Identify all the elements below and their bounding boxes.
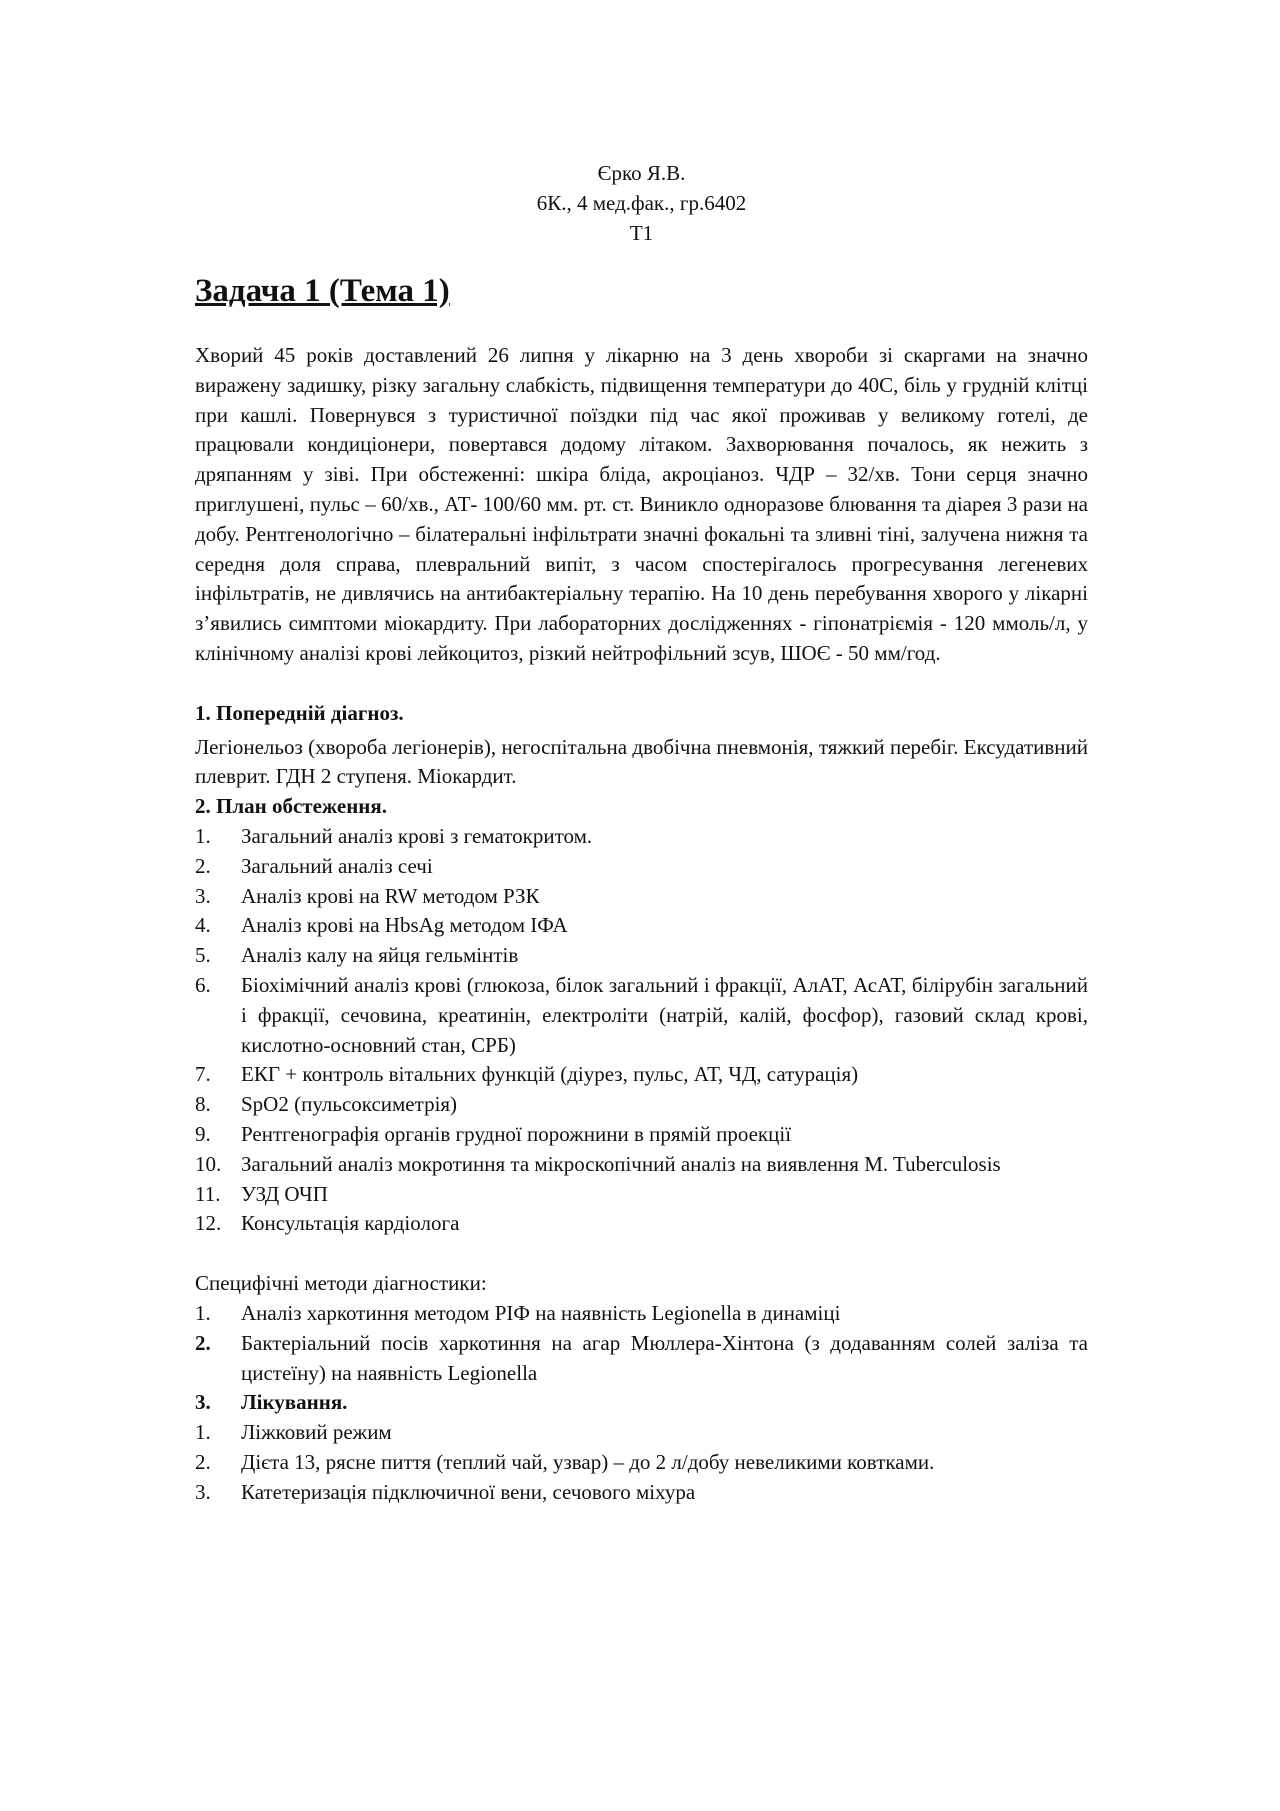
list-item: 1. Аналіз харкотиння методом РІФ на наявність Legionella в динаміці — [195, 1300, 841, 1325]
list-item: 11. УЗД ОЧП — [195, 1181, 328, 1206]
list-item: 2. Дієта 13, рясне пиття (теплий чай, узвар) – до 2 л/добу невеликими ковтками. — [195, 1449, 935, 1474]
diagnosis-text: Легіонельоз (хвороба легіонерів), негоспітальна двобічна пневмонія, тяжкий перебіг. Ексудативний плеврит. ГДН 2 ступеня. Міокардит. — [195, 734, 1088, 789]
document-page — [195, 158, 1088, 1507]
variant-label: Т1 — [629, 221, 654, 245]
task-title: Задача 1 (Тема 1) — [195, 273, 450, 309]
list-item: 7. ЕКГ + контроль вітальних функцій (діурез, пульс, АТ, ЧД, сатурація) — [195, 1062, 859, 1087]
section2-heading: 2. План обстеження. — [195, 794, 388, 819]
student-group: 6К., 4 мед.фак., гр.6402 — [536, 191, 747, 215]
section1-heading: 1. Попередній діагноз. — [195, 700, 404, 725]
document-header — [195, 158, 1088, 248]
case-description: Хворий 45 років доставлений 26 липня у лікарню на 3 день хвороби зі скаргами на значно виражену задишку, різку загальну слабкість, підвищення температури до 40С, біль у грудній клітці при кашлі. Повернувся з туристичної поїздки під час якої проживав у великому готелі, де працювали кондиціонери, повертався додому літаком. Захворювання почалось, як нежить з дряпанням у зіві. При обстеженні: шкіра бліда, акроціаноз. ЧДР – 32/хв. Тони серця значно приглушені, пульс – 60/хв., АТ- 100/60 мм. рт. ст. Виникло одноразове блювання та діарея 3 рази на добу. Рентгенологічно – білатеральні інфільтрати значні фокальні та зливні тіні, залучена нижня та середня доля справа, плевральний випіт, з часом спостерігалось прогресування легеневих інфільтратів, не дивлячись на антибактеріальну терапію. На 10 день перебування хворого у лікарні з’явились симптоми міокардиту. При лабораторних дослідженнях - гіпонатріємія - 120 ммоль/л, у клінічному аналізі крові лейкоцитоз, різкий нейтрофільний зсув, ШОЄ - 50 мм/год. — [195, 343, 1088, 665]
list-item: 2. Бактеріальний посів харкотиння на агар Мюллера-Хінтона (з додаванням солей заліза та цистеїну) на наявність Legionella — [195, 1330, 1088, 1385]
author-name: Єрко Я.В. — [597, 161, 686, 185]
list-item: 6. Біохімічний аналіз крові (глюкоза, білок загальний і фракції, АлАТ, АсАТ, білірубін загальний і фракції, сечовина, креатинін, електроліти (натрій, калій, фосфор), газовий склад крові, кислотно-основний стан, СРБ) — [195, 972, 1088, 1057]
list-item: 2. Загальний аналіз сечі — [195, 853, 433, 878]
specific-methods-heading: Специфічні методи діагностики: — [195, 1271, 487, 1296]
list-item: 8. SpO2 (пульсоксиметрія) — [195, 1092, 458, 1117]
list-item: 4. Аналіз крові на HbsAg методом ІФА — [195, 913, 568, 938]
list-item: 10. Загальний аналіз мокротиння та мікроскопічний аналіз на виявлення M. Tuberculosis — [195, 1151, 1001, 1176]
specific-methods-list — [195, 1299, 1088, 1418]
list-item: 9. Рентгенографія органів грудної порожнини в прямій проекції — [195, 1121, 792, 1146]
treatment-list — [195, 1418, 1088, 1507]
list-item: 1. Загальний аналіз крові з гематокритом. — [195, 823, 593, 848]
list-item: 3. Катетеризація підключичної вени, сечового міхура — [195, 1479, 696, 1504]
exam-plan-list — [195, 822, 1088, 1239]
list-item: 3. Аналіз крові на RW методом РЗК — [195, 883, 540, 908]
section3-heading: 3. Лікування. — [195, 1390, 348, 1415]
spacer — [195, 1239, 1088, 1269]
list-item: 1. Ліжковий режим — [195, 1420, 392, 1445]
list-item: 12. Консультація кардіолога — [195, 1211, 460, 1236]
list-item: 5. Аналіз калу на яйця гельмінтів — [195, 943, 519, 968]
